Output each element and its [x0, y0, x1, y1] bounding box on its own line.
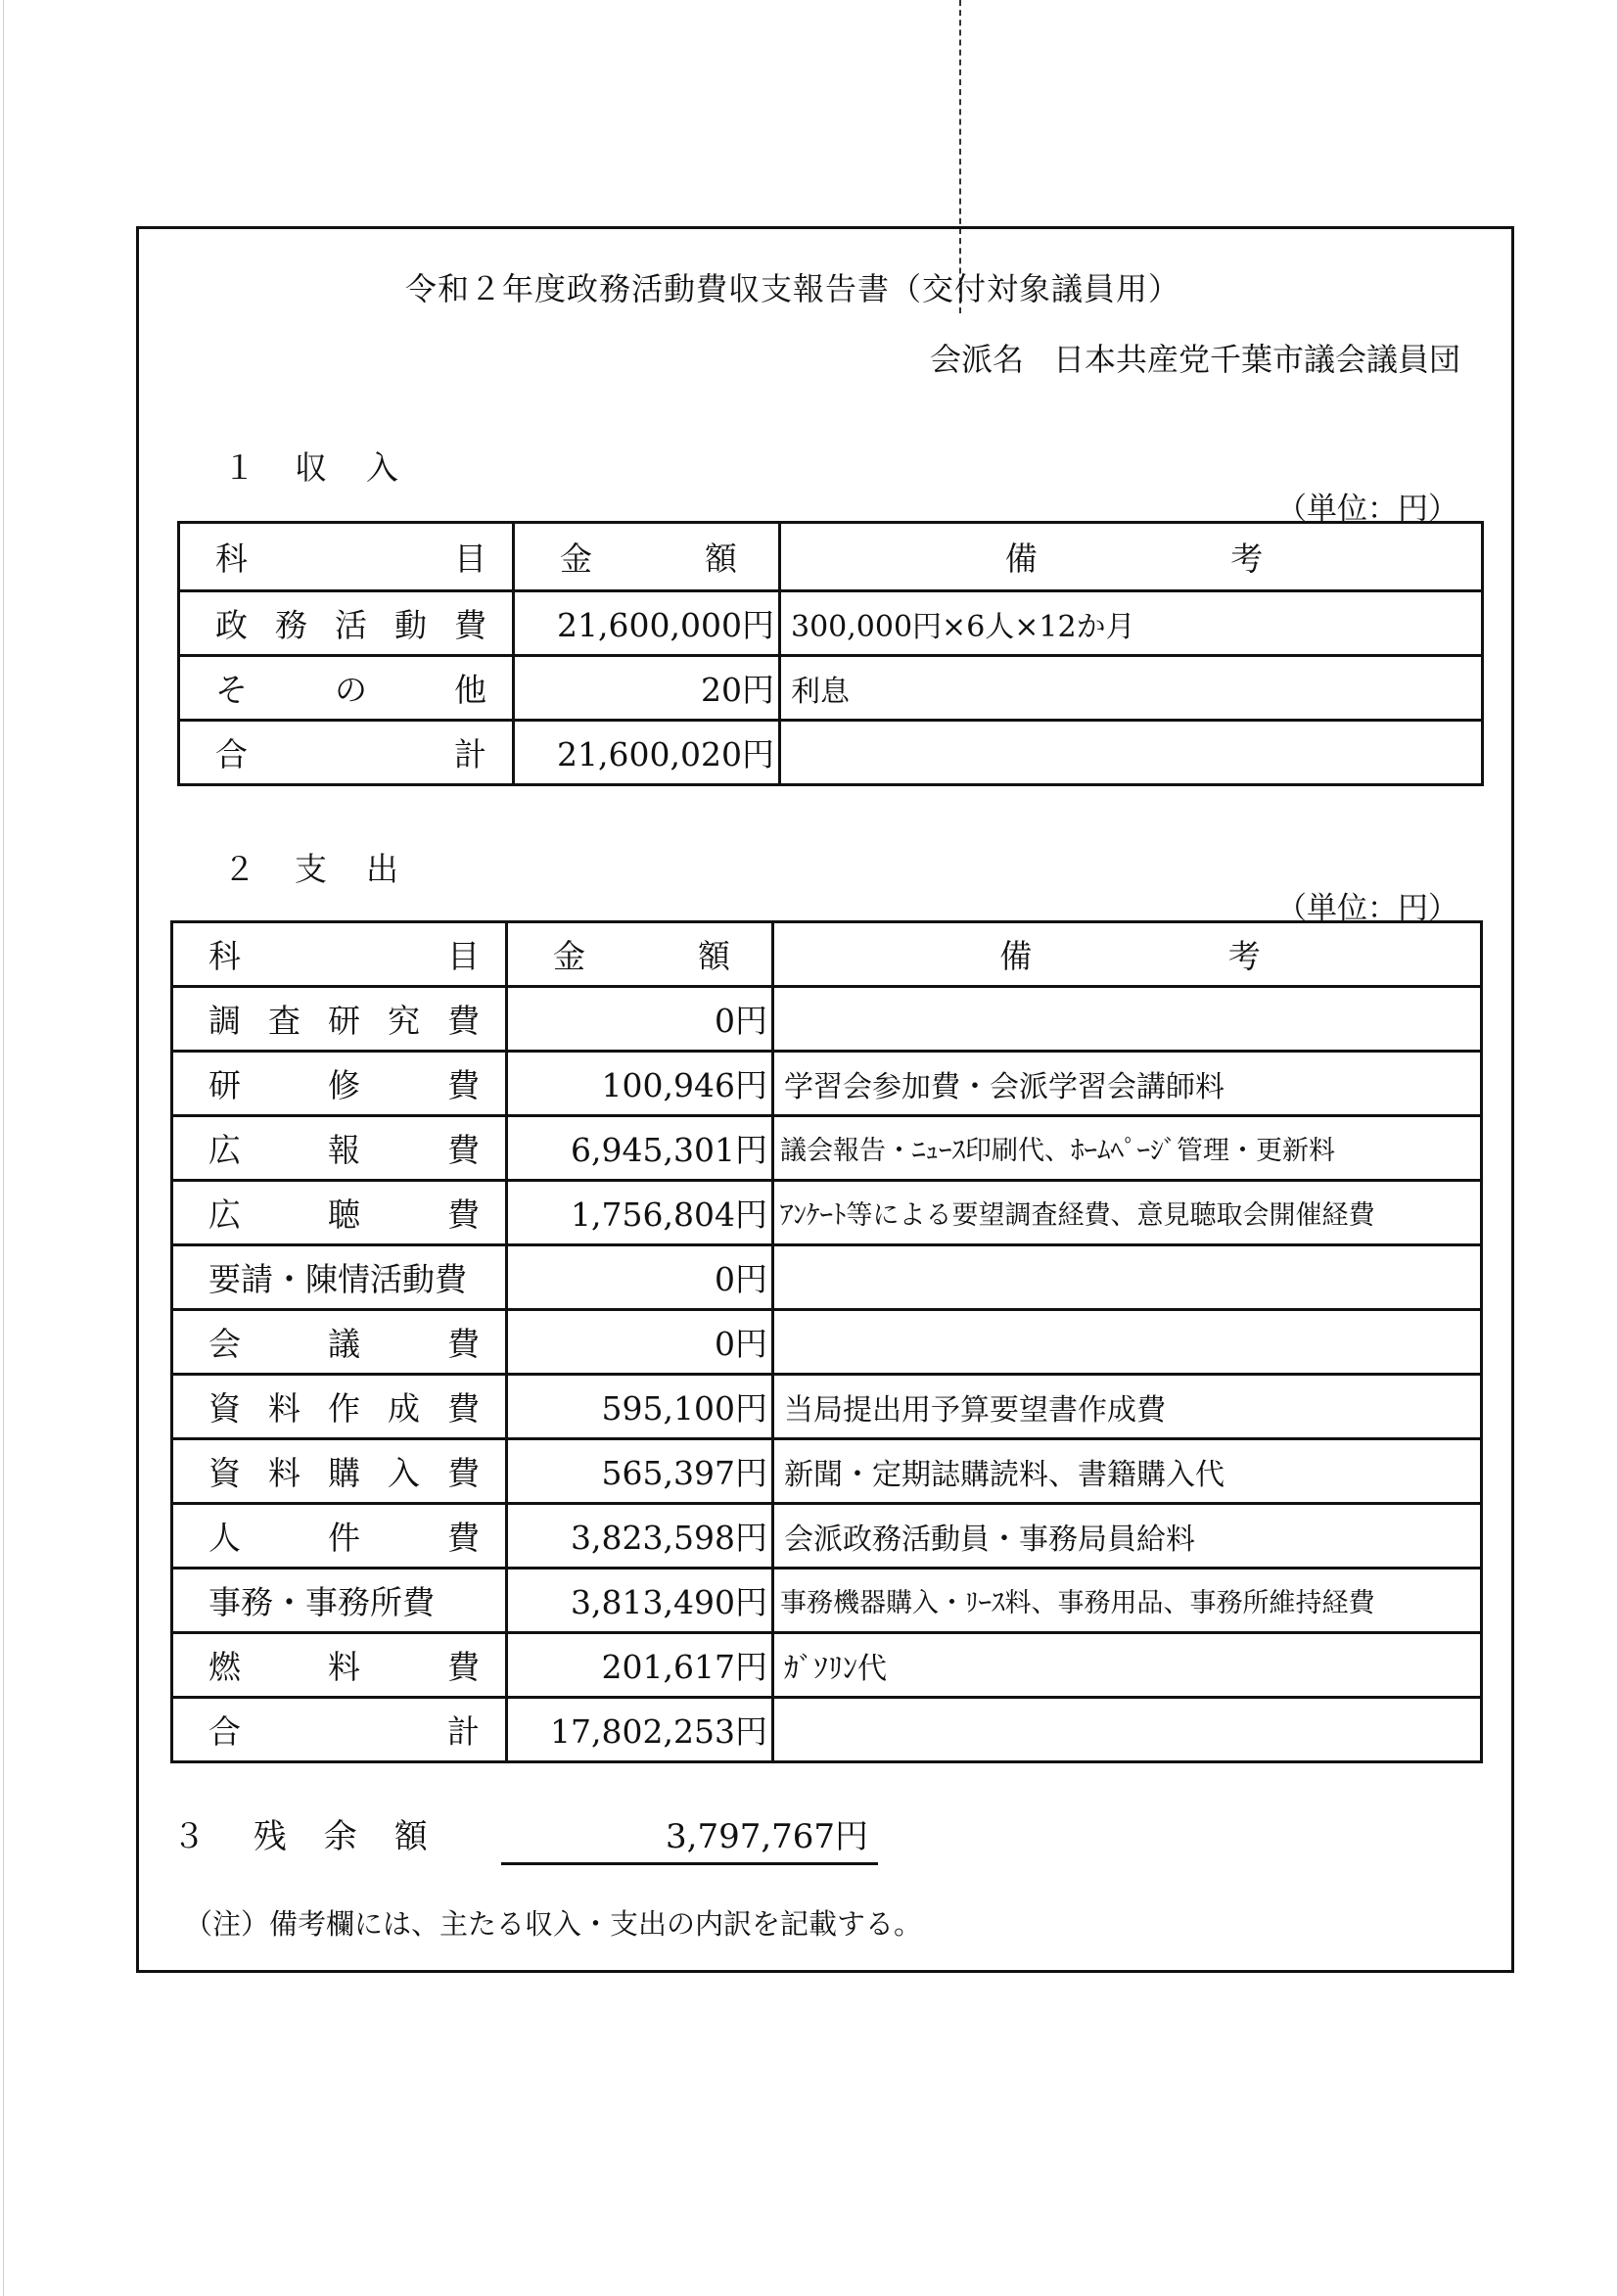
- expense-item-label: 広 報 費: [208, 1131, 480, 1169]
- expense-note-cell: 会派政務活動員・事務局員給料: [773, 1504, 1482, 1569]
- expense-item-cell: [172, 1375, 507, 1439]
- income-unit: （単位：円）: [1276, 492, 1458, 527]
- income-amount-cell: 20円: [514, 656, 780, 721]
- expense-header-row: [172, 922, 1482, 987]
- income-row: [179, 721, 1483, 785]
- expense-row: [172, 1116, 1482, 1181]
- income-item-cell: [179, 591, 514, 656]
- income-item-label: 合 計: [215, 735, 486, 773]
- expense-item-cell: [172, 1310, 507, 1375]
- expense-note-cell: 学習会参加費・会派学習会講師料: [773, 1052, 1482, 1116]
- expense-item-label: 調 査 研 究 費: [208, 1002, 480, 1040]
- scan-edge: [3, 0, 4, 2296]
- expense-item-label: 資 料 購 入 費: [208, 1454, 480, 1492]
- income-row: [179, 656, 1483, 721]
- income-heading-number: １: [223, 448, 295, 487]
- income-col-note: 備 考: [780, 523, 1483, 591]
- expense-note-cell: [773, 1310, 1482, 1375]
- expense-note-cell: [773, 1698, 1482, 1762]
- expense-note-cell: 新聞・定期誌購読料、書籍購入代: [773, 1439, 1482, 1504]
- income-row: [179, 591, 1483, 656]
- expense-amount-cell: 6,945,301円: [507, 1116, 773, 1181]
- expense-item-cell: [172, 1052, 507, 1116]
- income-heading-text: 収入: [295, 448, 438, 487]
- income-note-cell: 300,000円×6人×12か月: [780, 591, 1483, 656]
- income-col-amount: 金 額: [514, 523, 780, 591]
- expense-table: [170, 920, 1483, 1763]
- income-amount-cell: 21,600,000円: [514, 591, 780, 656]
- expense-amount-cell: 0円: [507, 987, 773, 1052]
- expense-item-label: 資 料 作 成 費: [208, 1389, 480, 1428]
- expense-note-cell: 議会報告・ﾆｭｰｽ印刷代、ﾎｰﾑﾍﾟｰｼﾞ管理・更新料: [773, 1116, 1482, 1181]
- balance-label: 残余額: [253, 1817, 465, 1856]
- expense-item-label: 広 聴 費: [208, 1195, 480, 1234]
- expense-amount-cell: 595,100円: [507, 1375, 773, 1439]
- expense-item-cell: [172, 1181, 507, 1245]
- expense-item-label: 合 計: [208, 1712, 480, 1751]
- footnote: （注）備考欄には、主たる収入・支出の内訳を記載する。: [184, 1907, 923, 1941]
- expense-item-cell: [172, 1698, 507, 1762]
- expense-item-cell: [172, 1439, 507, 1504]
- expense-row: [172, 1439, 1482, 1504]
- expense-note-cell: [773, 1245, 1482, 1310]
- expense-amount-cell: 3,813,490円: [507, 1569, 773, 1633]
- expense-row: [172, 1052, 1482, 1116]
- balance-underline: [501, 1862, 878, 1865]
- expense-item-cell: [172, 987, 507, 1052]
- expense-item-label: 会 議 費: [208, 1325, 480, 1363]
- expense-amount-cell: 3,823,598円: [507, 1504, 773, 1569]
- expense-item-label: 事務・事務所費: [208, 1583, 435, 1621]
- expense-item-label: 燃 料 費: [208, 1648, 480, 1686]
- balance-number: ３: [172, 1817, 206, 1856]
- expense-col-item: 科 目: [172, 922, 507, 987]
- expense-col-note: 備 考: [773, 922, 1482, 987]
- expense-row: [172, 1245, 1482, 1310]
- expense-note-cell: ｶﾞｿﾘﾝ代: [773, 1633, 1482, 1698]
- expense-amount-cell: 0円: [507, 1310, 773, 1375]
- kaiha-line: [930, 335, 1460, 380]
- expense-heading-text: 支出: [295, 850, 438, 888]
- income-col-item: 科 目: [179, 523, 514, 591]
- expense-row: [172, 1375, 1482, 1439]
- expense-amount-cell: 100,946円: [507, 1052, 773, 1116]
- income-item-label: そ の 他: [215, 671, 486, 709]
- expense-amount-cell: 201,617円: [507, 1633, 773, 1698]
- expense-note-cell: 事務機器購入・ﾘｰｽ料、事務用品、事務所維持経費: [773, 1569, 1482, 1633]
- document-title: 令和２年度政務活動費収支報告書（交付対象議員用）: [405, 270, 1181, 307]
- income-item-label: 政 務 活 動 費: [215, 606, 486, 644]
- kaiha-label: 会派名: [929, 341, 1024, 378]
- expense-amount-cell: 17,802,253円: [507, 1698, 773, 1762]
- income-table: [177, 521, 1484, 786]
- expense-item-cell: [172, 1569, 507, 1633]
- expense-item-cell: [172, 1633, 507, 1698]
- expense-row: [172, 987, 1482, 1052]
- expense-col-amount: 金 額: [507, 922, 773, 987]
- income-heading: [223, 443, 438, 489]
- expense-item-label: 要請・陳情活動費: [208, 1260, 467, 1298]
- expense-item-cell: [172, 1504, 507, 1569]
- kaiha-name: 日本共産党千葉市議会議員団: [1052, 341, 1460, 378]
- expense-item-cell: [172, 1116, 507, 1181]
- expense-item-label: 研 修 費: [208, 1066, 480, 1104]
- income-item-cell: [179, 656, 514, 721]
- expense-row: [172, 1310, 1482, 1375]
- expense-amount-cell: 0円: [507, 1245, 773, 1310]
- balance-amount: 3,797,767円: [666, 1817, 869, 1856]
- expense-amount-cell: 1,756,804円: [507, 1181, 773, 1245]
- income-item-cell: [179, 721, 514, 785]
- expense-row: [172, 1633, 1482, 1698]
- income-note-cell: 利息: [780, 656, 1483, 721]
- expense-row: [172, 1698, 1482, 1762]
- expense-heading-number: ２: [223, 850, 295, 888]
- balance-line: [172, 1809, 465, 1857]
- expense-item-cell: [172, 1245, 507, 1310]
- expense-note-cell: [773, 987, 1482, 1052]
- expense-heading: [223, 844, 438, 890]
- income-amount-cell: 21,600,020円: [514, 721, 780, 785]
- expense-unit: （単位：円）: [1276, 891, 1458, 926]
- income-note-cell: [780, 721, 1483, 785]
- expense-row: [172, 1569, 1482, 1633]
- expense-item-label: 人 件 費: [208, 1519, 480, 1557]
- income-header-row: [179, 523, 1483, 591]
- expense-note-cell: ｱﾝｹｰﾄ等による要望調査経費、意見聴取会開催経費: [773, 1181, 1482, 1245]
- expense-note-cell: 当局提出用予算要望書作成費: [773, 1375, 1482, 1439]
- expense-row: [172, 1504, 1482, 1569]
- expense-amount-cell: 565,397円: [507, 1439, 773, 1504]
- expense-row: [172, 1181, 1482, 1245]
